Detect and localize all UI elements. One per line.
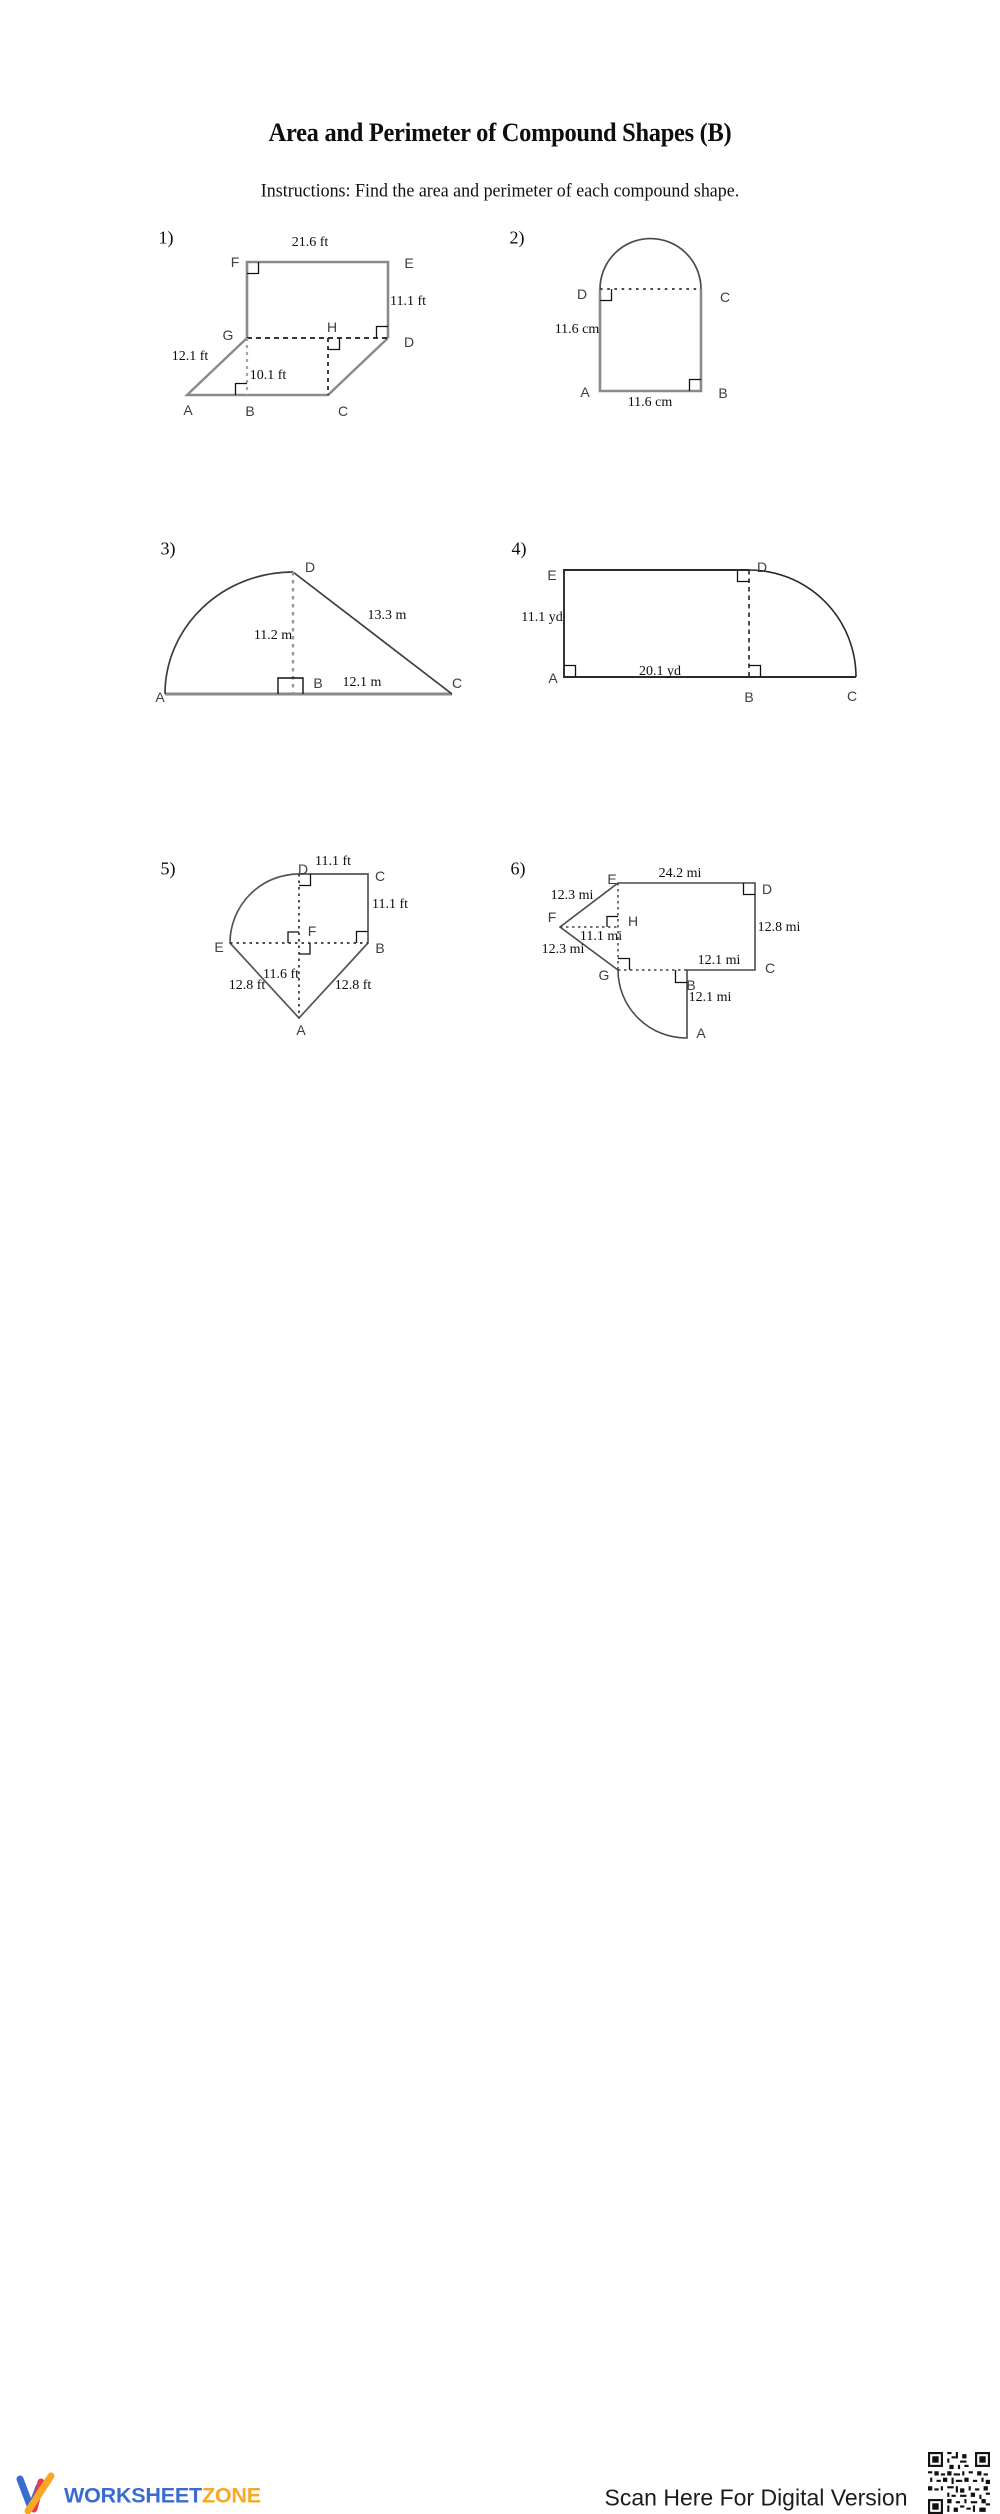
instructions-text: Instructions: Find the area and perimeter of each compound shape. [260,181,740,202]
vertex-label: A [296,1022,306,1038]
problem-3-shape [165,572,452,694]
problem-2-shape [600,239,701,391]
vertex-label: C [846,688,858,704]
worksheetzone-logo-icon [16,2472,62,2514]
page-title: Area and Perimeter of Compound Shapes (B) [268,118,732,147]
vertex-label: D [403,334,415,350]
problem-1-shape [187,262,388,395]
right-angle-marker [744,883,756,895]
measurement-label: 12.3 mi [541,942,585,957]
measurement-label: 12.8 mi [757,920,801,935]
measurement-label: 11.2 m [253,628,293,643]
vertex-label: H [326,319,338,335]
measurement-label: 12.1 mi [688,990,732,1005]
measurement-label: 11.1 mi [579,929,623,944]
vertex-label: F [547,909,557,925]
measurement-label: 21.6 ft [291,235,329,250]
vertex-label: D [756,559,768,575]
measurement-label: 12.1 ft [171,349,209,364]
right-angle-marker [357,932,369,944]
right-angle-marker [618,959,630,971]
vertex-label: A [155,689,165,705]
vertex-label: A [183,402,193,418]
problem-number: 2) [509,227,525,248]
qr-code-icon [928,2452,990,2514]
measurement-label: 12.1 mi [697,953,741,968]
problem-number: 3) [160,538,176,559]
right-angle-marker [749,666,761,678]
vertex-label: F [307,923,317,939]
vertex-label: C [719,289,731,305]
right-angle-marker [236,384,248,396]
vertex-label: E [547,567,557,583]
vertex-label: B [375,940,385,956]
right-angle-marker [288,932,299,943]
measurement-label: 20.1 yd [639,664,681,679]
brand-text [64,2484,261,2509]
right-angle-marker [564,666,576,678]
right-angle-marker [690,380,702,392]
right-angle-marker [607,917,618,928]
scan-here-text: Scan Here For Digital Version [604,2484,908,2511]
right-angle-marker [600,289,612,301]
problem-4-shape [564,570,856,677]
vertex-label: C [374,868,386,884]
measurement-label: 11.1 ft [371,897,409,912]
vertex-label: H [627,913,639,929]
measurement-label: 11.1 ft [389,294,427,309]
measurement-label: 11.1 yd [521,610,563,625]
vertex-label: A [580,384,590,400]
measurement-label: 10.1 ft [249,368,287,383]
right-angle-marker [738,570,750,582]
brand-worksheet: WORKSHEET [64,2483,202,2508]
right-angle-marker [676,970,688,983]
vertex-label: D [304,559,316,575]
vertex-label: D [297,861,309,877]
vertex-label: B [686,977,696,993]
vertex-label: F [230,254,240,270]
vertex-label: A [548,670,558,686]
right-angle-marker [328,338,340,350]
measurement-label: 24.2 mi [658,866,702,881]
vertex-label: B [718,385,728,401]
measurement-label: 13.3 m [367,608,407,623]
vertex-label: C [337,403,349,419]
vertex-label: B [744,689,754,705]
vertex-label: E [214,939,224,955]
problem-number: 4) [511,538,527,559]
problem-number: 6) [510,858,526,879]
vertex-label: B [313,675,323,691]
vertex-label: G [222,327,234,343]
problem-number: 5) [160,858,176,879]
vertex-label: C [764,960,776,976]
right-angle-marker [299,943,310,954]
vertex-label: B [245,403,255,419]
vertex-label: C [451,675,463,691]
vertex-label: D [576,286,588,302]
problem-number: 1) [158,227,174,248]
right-angle-marker [278,678,303,694]
vertex-label: A [696,1025,706,1041]
vertex-label: G [598,967,610,983]
problem-5-shape [230,874,368,1018]
measurement-label: 11.6 cm [554,322,600,337]
measurement-label: 11.1 ft [314,854,352,869]
measurement-label: 11.6 cm [627,395,673,410]
right-angle-marker [377,327,389,339]
measurement-label: 12.8 ft [334,978,372,993]
footer [0,1222,1000,2511]
measurement-label: 12.1 m [342,675,382,690]
measurement-label: 11.6 ft [262,967,300,982]
vertex-label: E [404,255,414,271]
measurement-label: 12.3 mi [550,888,594,903]
measurement-label: 12.8 ft [228,978,266,993]
brand-zone: ZONE [201,2483,261,2508]
vertex-label: D [761,881,773,897]
vertex-label: E [607,871,617,887]
right-angle-marker [247,262,259,274]
